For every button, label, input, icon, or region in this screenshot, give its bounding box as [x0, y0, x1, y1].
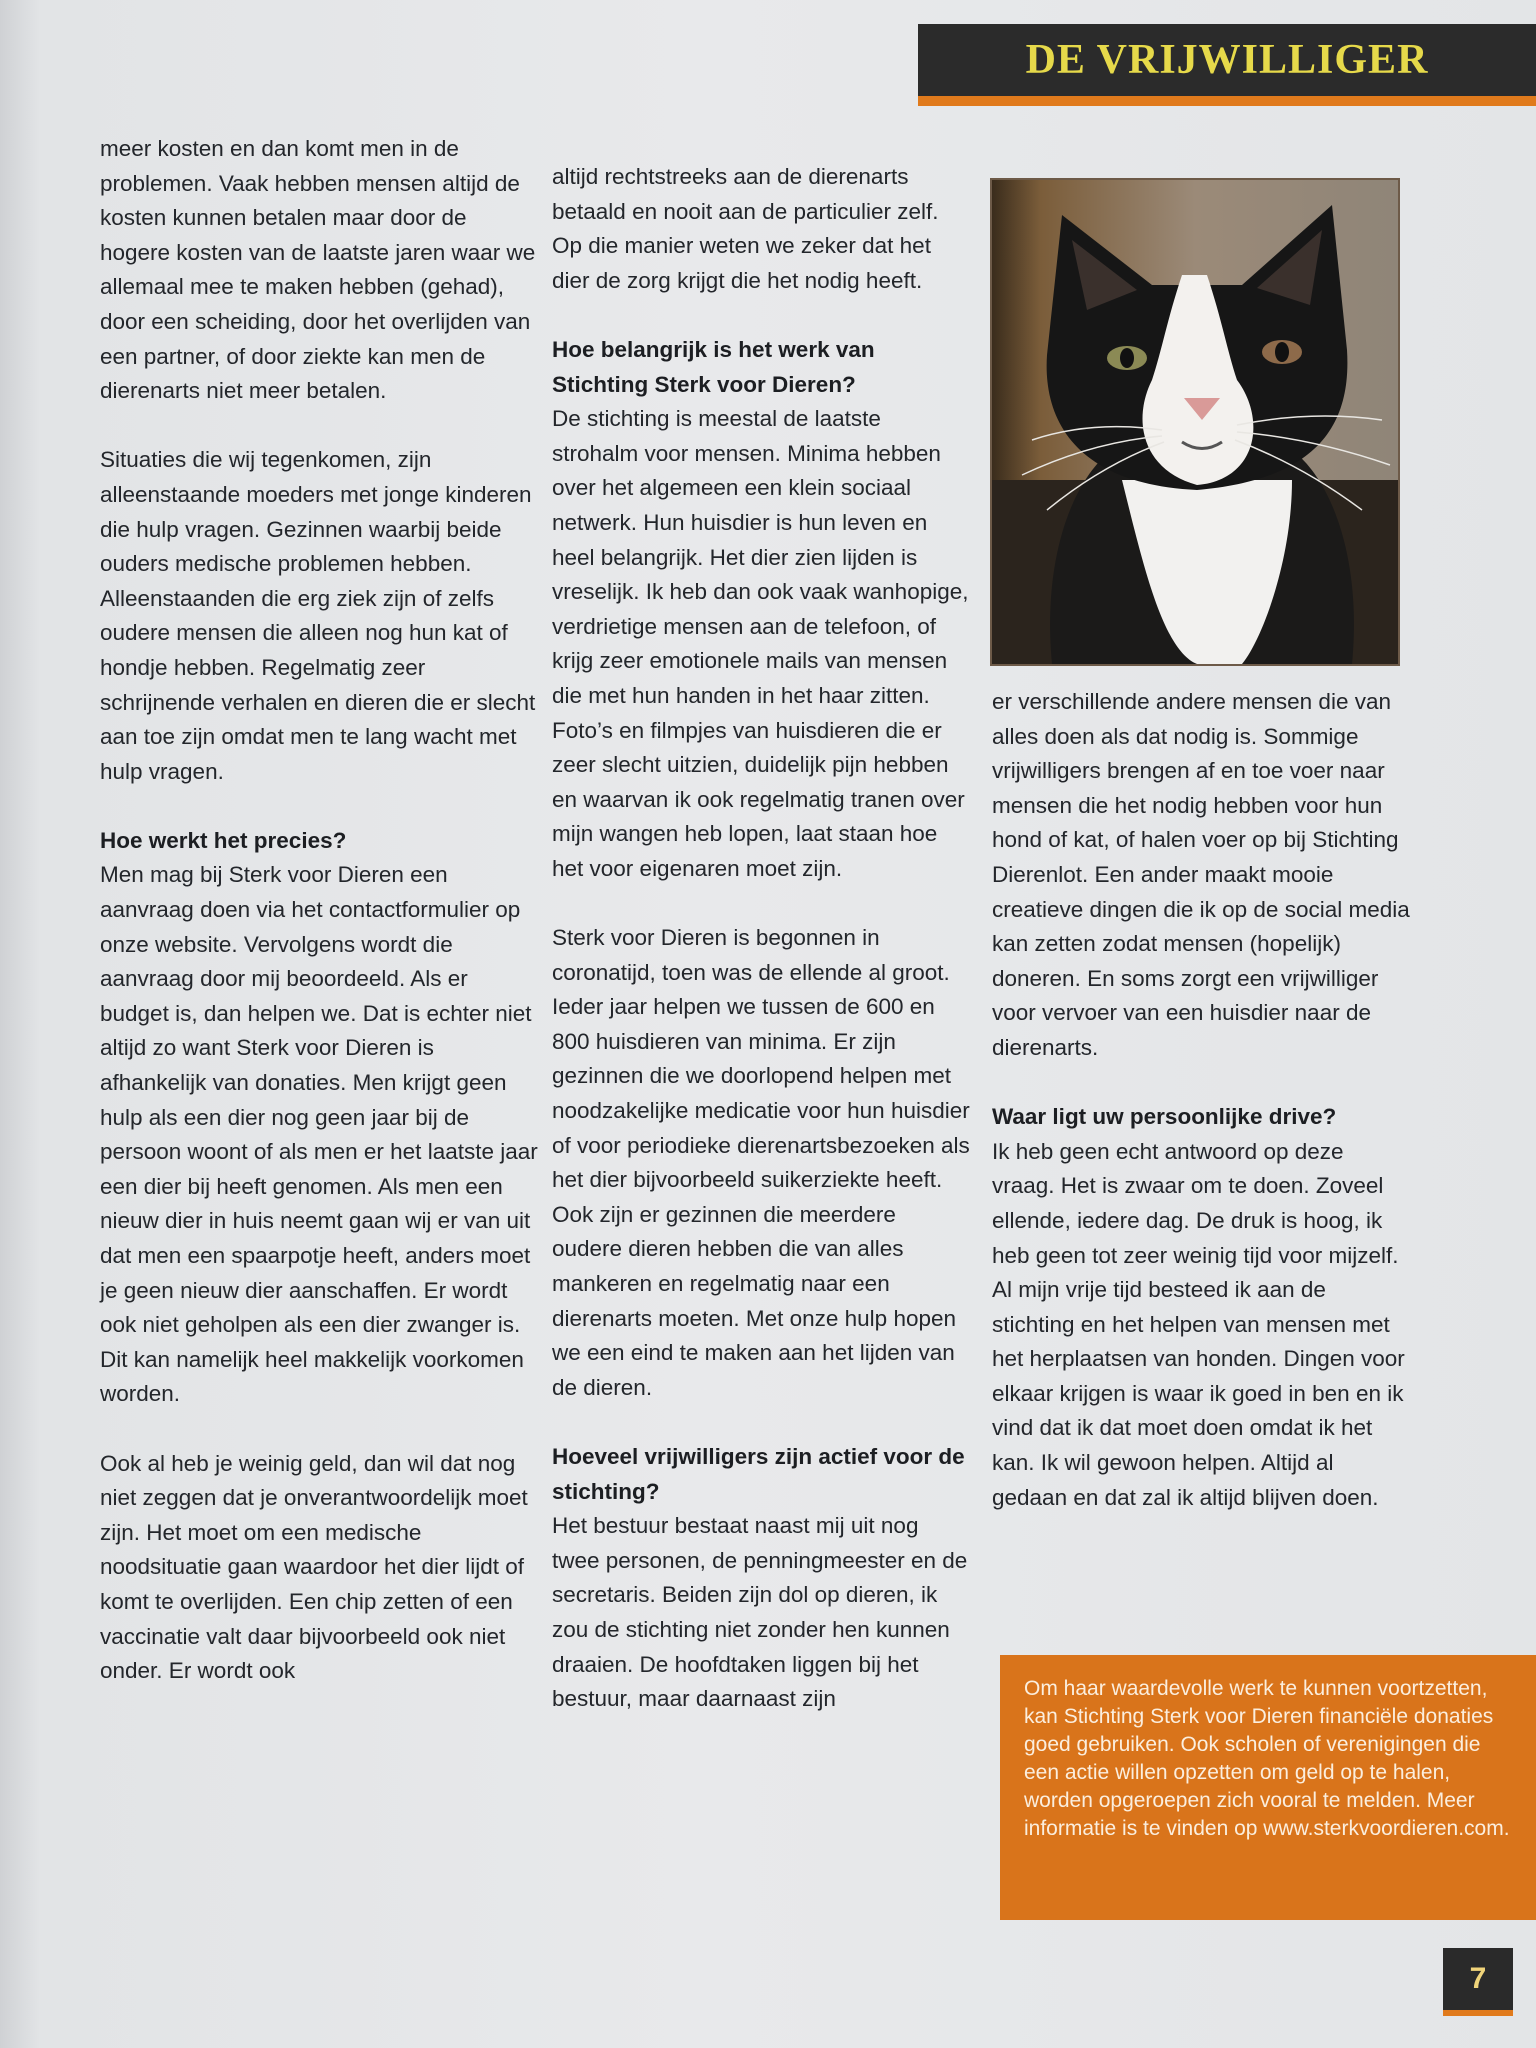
paragraph: Men mag bij Sterk voor Dieren een aanvraag doen via het contactformulier op onze website. Vervolgens wordt die aanvraag door mij beoordeeld. Als er budget is, dan helpen we. Dat is echter niet altijd zo want Sterk voor Dieren is afhankelijk van donaties. Men krijgt geen hulp als een dier nog geen jaar bij de persoon woont of als men er het laatste jaar een dier bij heeft genomen. Als men een nieuw dier in huis neemt gaan wij er van uit dat men een spaarpotje heeft, anders moet je geen nieuw dier aanschaffen. Er wordt ook niet geholpen als een dier zwanger is. Dit kan namelijk heel makkelijk voorkomen worden. — [100, 862, 538, 1407]
page-number — [1443, 1948, 1513, 2016]
paragraph: meer kosten en dan komt men in de problemen. Vaak hebben mensen altijd de kosten kunnen betalen maar door de hogere kosten van de laatste jaren waar we allemaal mee te maken hebben (gehad), door een scheiding, door het overlijden van een partner, of door ziekte kan men de dierenarts niet meer betalen. — [100, 136, 536, 404]
paragraph: altijd rechtstreeks aan de dierenarts betaald en nooit aan de particulier zelf. Op die manier weten we zeker dat het dier de zorg krijgt die het nodig heeft. — [552, 164, 939, 293]
subheading: Waar ligt uw persoonlijke drive? — [992, 1104, 1337, 1130]
text-column-3 — [992, 685, 1412, 1550]
callout-text: Om haar waardevolle werk te kunnen voortzetten, kan Stichting Sterk voor Dieren financiële donaties goed gebruiken. Ook scholen of verenigingen die een actie willen opzetten om geld op te halen, worden opgeroepen zich vooral te melden. Meer informatie is te vinden op www.sterkvoordieren.com. — [1024, 1677, 1510, 1840]
page-number-label: 7 — [1469, 1962, 1487, 1995]
paragraph: Ook al heb je weinig geld, dan wil dat nog niet zeggen dat je onverantwoordelijk moet zijn. Het moet om een medische noodsituatie gaan waardoor het dier lijdt of komt te overlijden. Een chip zetten of een vaccinatie valt daar bijvoorbeeld ook niet onder. Er wordt ook — [100, 1450, 528, 1684]
section-title: DE VRIJWILLIGER — [1025, 37, 1429, 83]
cat-photo — [990, 178, 1400, 666]
subheading: Hoe werkt het precies? — [100, 827, 347, 853]
text-column-2 — [552, 160, 972, 1751]
subheading: Hoe belangrijk is het werk van Stichting Sterk voor Dieren? — [552, 336, 875, 397]
subheading: Hoeveel vrijwilligers zijn actief voor de stichting? — [552, 1443, 965, 1504]
paragraph: er verschillende andere mensen die van alles doen als dat nodig is. Sommige vrijwilligers brengen af en toe voer naar mensen die het nodig hebben voor hun hond of kat, of halen voer op bij Stichting Dierenlot. Een ander maakt mooie creatieve dingen die ik op de social media kan zetten zodat mensen (hopelijk) doneren. En soms zorgt een vrijwilliger voor vervoer van een huisdier naar de dierenarts. — [992, 689, 1410, 1060]
paragraph: Sterk voor Dieren is begonnen in coronatijd, toen was de ellende al groot. Ieder jaar helpen we tussen de 600 en 800 huisdieren van minima. Er zijn gezinnen die we doorlopend helpen met noodzakelijke medicatie voor hun huisdier of voor periodieke dierenartsbezoeken als het dier bijvoorbeeld suikerziekte heeft. Ook zijn er gezinnen die meerdere oudere dieren hebben die van alles mankeren en regelmatig naar een dierenarts moeten. Met onze hulp hopen we een eind te maken aan het lijden van de dieren. — [552, 925, 970, 1400]
section-header — [918, 24, 1536, 106]
paragraph: De stichting is meestal de laatste strohalm voor mensen. Minima hebben over het algemeen een klein sociaal netwerk. Hun huisdier is hun leven en heel belangrijk. Het dier zien lijden is vreselijk. Ik heb dan ook vaak wanhopige, verdrietige mensen aan de telefoon, of krijg zeer emotionele mails van mensen die met hun handen in het haar zitten. Foto’s en filmpjes van huisdieren die er zeer slecht uitzien, duidelijk pijn hebben en waarvan ik ook regelmatig tranen over mijn wangen heb lopen, laat staan hoe het voor eigenaren moet zijn. — [552, 406, 969, 881]
paragraph: Het bestuur bestaat naast mij uit nog twee personen, de penningmeester en de secretaris. Beiden zijn dol op dieren, ik zou de stichting niet zonder hen kunnen draaien. De hoofdtaken liggen bij het bestuur, maar daarnaast zijn — [552, 1513, 968, 1712]
text-column-1 — [100, 132, 540, 1723]
paragraph: Situaties die wij tegenkomen, zijn alleenstaande moeders met jonge kinderen die hulp vragen. Gezinnen waarbij beide ouders medische problemen hebben. Alleenstaanden die erg ziek zijn of zelfs oudere mensen die alleen nog hun kat of hondje hebben. Regelmatig zeer schrijnende verhalen en dieren die er slecht aan toe zijn omdat men te lang wacht met hulp vragen. — [100, 447, 536, 784]
paragraph: Ik heb geen echt antwoord op deze vraag. Het is zwaar om te doen. Zoveel ellende, iedere dag. De druk is hoog, ik heb geen tot zeer weinig tijd voor mijzelf. Al mijn vrije tijd besteed ik aan de stichting en het helpen van mensen met het herplaatsen van honden. Dingen voor elkaar krijgen is waar ik goed in ben en ik vind dat ik dat moet doen omdat ik het kan. Ik wil gewoon helpen. Altijd al gedaan en dat zal ik altijd blijven doen. — [992, 1138, 1405, 1510]
cat-illustration — [992, 180, 1398, 664]
donation-callout — [1000, 1655, 1536, 1920]
